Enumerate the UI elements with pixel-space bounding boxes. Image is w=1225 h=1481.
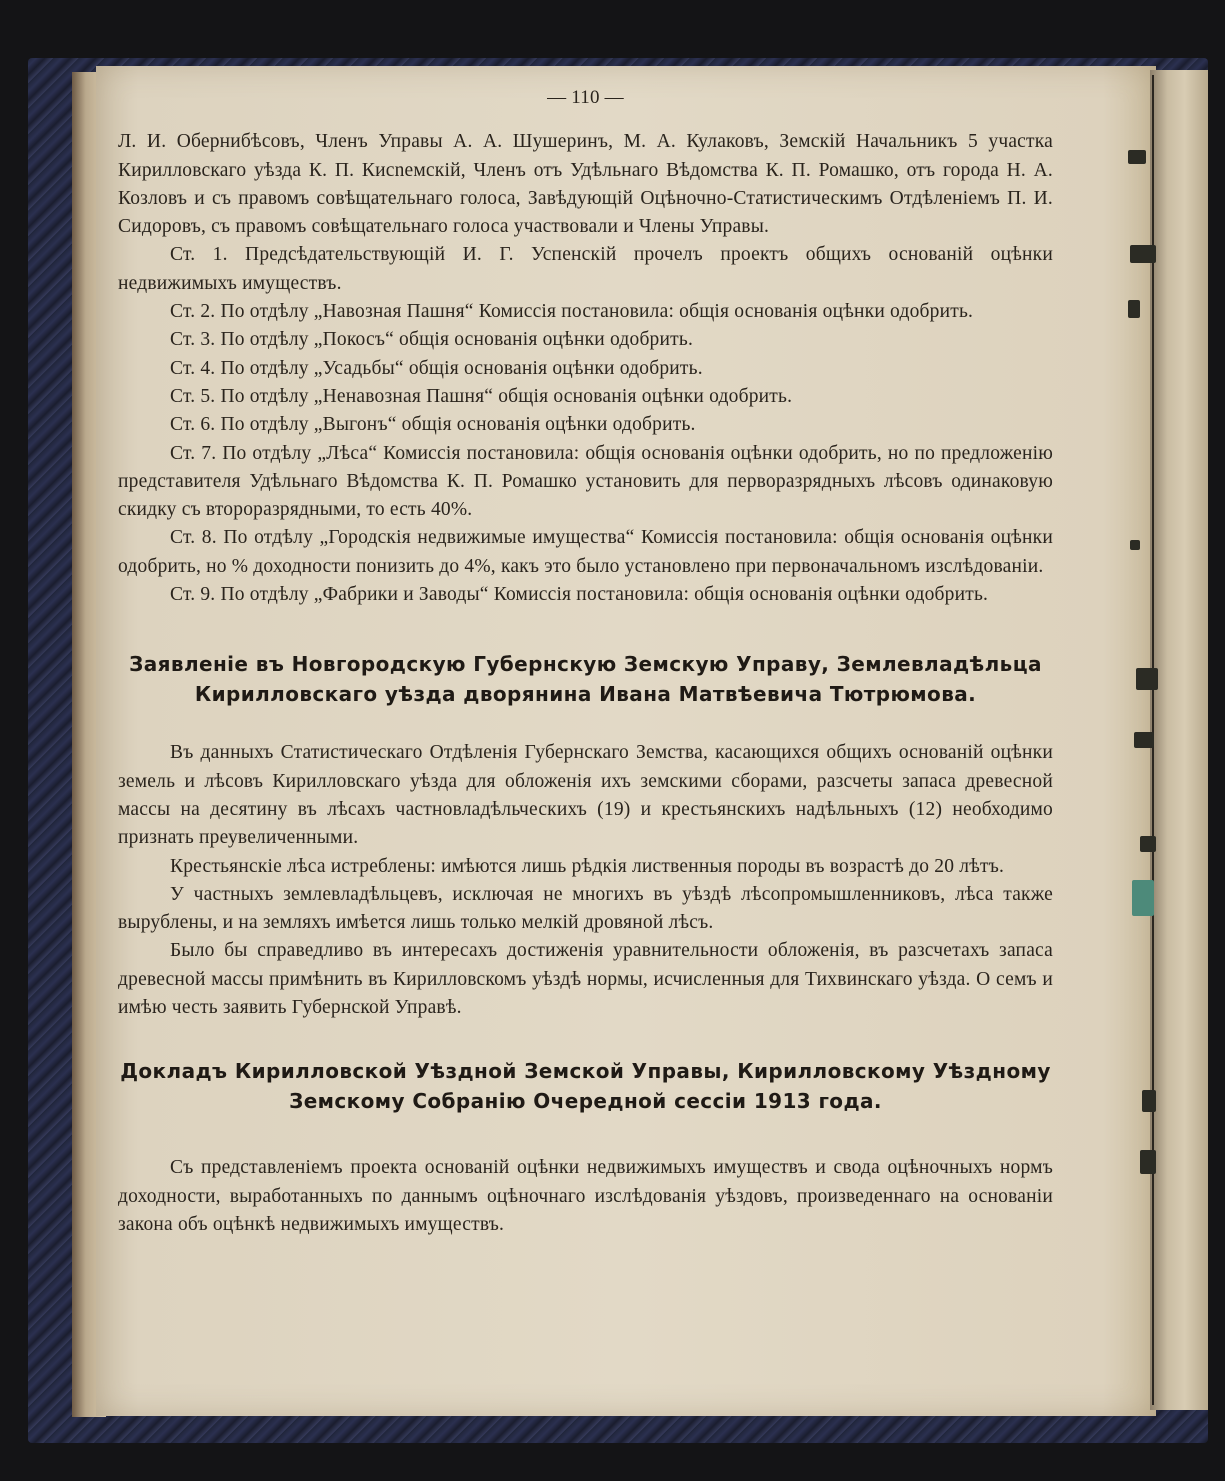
binding-stain — [1128, 300, 1140, 318]
article-6: Ст. 6. По отдѣлу „Выгонъ“ общія основанія оцѣнки одобрить. — [170, 414, 696, 436]
facing-page-strip — [1150, 70, 1208, 1410]
article-4: Ст. 4. По отдѣлу „Усадьбы“ общія основанія оцѣнки одобрить. — [170, 357, 703, 379]
binding-stain — [1134, 732, 1154, 748]
statement-paragraph-3: У частныхъ землевладѣльцевъ, исключая не многихъ въ уѣздѣ лѣсопромышленниковъ, лѣса также вырублены, и на земляхъ имѣется лишь только мелкій дровяной лѣсъ. — [118, 883, 1053, 934]
article-5: Ст. 5. По отдѣлу „Ненавозная Пашня“ общія основанія оцѣнки одобрить. — [170, 385, 793, 407]
binding-stain — [1128, 150, 1146, 164]
article-3: Ст. 3. По отдѣлу „Покосъ“ общія основанія оцѣнки одобрить. — [170, 329, 694, 351]
article-7: Ст. 7. По отдѣлу „Лѣса“ Комиссія постановила: общія основанія оцѣнки одобрить, но по предложенію представителя Удѣльнаго Вѣдомства К. П. Ромашко установить для перворазрядныхъ лѣсовъ одинаковую скидку съ второразрядными, то есть 40%. — [118, 442, 1053, 521]
page-content — [118, 84, 1053, 1239]
statement-paragraph-4: Было бы справедливо въ интересахъ достиженія уравнительности обложенія, въ разсчетахъ запаса древесной массы примѣнить въ Кирилловскомъ уѣздѣ нормы, исчисленныя для Тихвинскаго уѣзда. О семъ и имѣю честь заявить Губернской Управѣ. — [118, 940, 1053, 1019]
article-1: Ст. 1. Предсѣдательствующій И. Г. Успенскій прочелъ проектъ общихъ основаній оцѣнки недвижимыхъ имуществъ. — [118, 244, 1053, 294]
article-2: Ст. 2. По отдѣлу „Навозная Пашня“ Комиссія постановила: общія основанія оцѣнки одобрить. — [170, 301, 974, 323]
binding-stain — [1140, 1150, 1156, 1174]
section-heading-report: Докладъ Кирилловской Уѣздной Земской Управы, Кирилловскому Уѣздному Земскому Собранію Очередной сессіи 1913 года. — [120, 1059, 1051, 1114]
binding-stain — [1142, 1090, 1156, 1112]
intro-paragraph: Л. И. Обернибѣсовъ, Членъ Управы А. А. Шушеринъ, М. А. Кулаковъ, Земскій Начальникъ 5 участка Кирилловскаго уѣзда К. П. Кисnемскій, Членъ отъ Удѣльнаго Вѣдомства К. П. Ромашко, отъ города Н. А. Козловъ и съ правомъ совѣщательнаго голоса, Завѣдующій Оцѣночно-Статистическимъ Отдѣленіемъ П. И. Сидоровъ, съ правомъ совѣщательнаго голоса участвовали и Члены Управы. — [118, 131, 1053, 238]
binding-stain — [1130, 245, 1156, 263]
statement-paragraph-2: Крестьянскіе лѣса истреблены: имѣются лишь рѣдкія лиственныя породы въ возрастѣ до 20 лѣтъ. — [170, 855, 1005, 877]
report-paragraph: Съ представленіемъ проекта основаній оцѣнки недвижимыхъ имуществъ и свода оцѣночныхъ нормъ доходности, выработанныхъ по даннымъ оцѣночнаго изслѣдованія уѣздовъ, произведеннаго на основаніи закона объ оцѣнкѣ недвижимыхъ имуществъ. — [118, 1157, 1053, 1235]
binding-stain — [1132, 880, 1154, 916]
statement-paragraph-1: Въ данныхъ Статистическаго Отдѣленія Губернскаго Земства, касающихся общихъ основаній оцѣнки земель и лѣсовъ Кирилловскаго уѣзда для обложенія ихъ земскими сборами, разсчеты запаса древесной массы на десятину въ лѣсахъ частновладѣльческихъ (19) и крестьянскихъ надѣльныхъ (12) необходимо признать преувеличенными. — [118, 742, 1053, 849]
article-8: Ст. 8. По отдѣлу „Городскія недвижимые имущества“ Комиссія постановила: общія основанія оцѣнки одобрить, но % доходности понизить до 4%, какъ это было установлено при первоначальномъ изслѣдованіи. — [118, 527, 1053, 577]
page-number: — 110 — — [547, 87, 624, 108]
article-9: Ст. 9. По отдѣлу „Фабрики и Заводы“ Комиссія постановила: общія основанія оцѣнки одобрить. — [170, 584, 989, 606]
binding-stain — [1130, 540, 1140, 550]
section-heading-statement: Заявленіе въ Новгородскую Губернскую Земскую Управу, Землевладѣльца Кирилловскаго уѣзда дворянина Ивана Матвѣевича Тютрюмова. — [129, 652, 1042, 707]
binding-stain — [1136, 668, 1158, 690]
binding-stain — [1140, 836, 1156, 852]
